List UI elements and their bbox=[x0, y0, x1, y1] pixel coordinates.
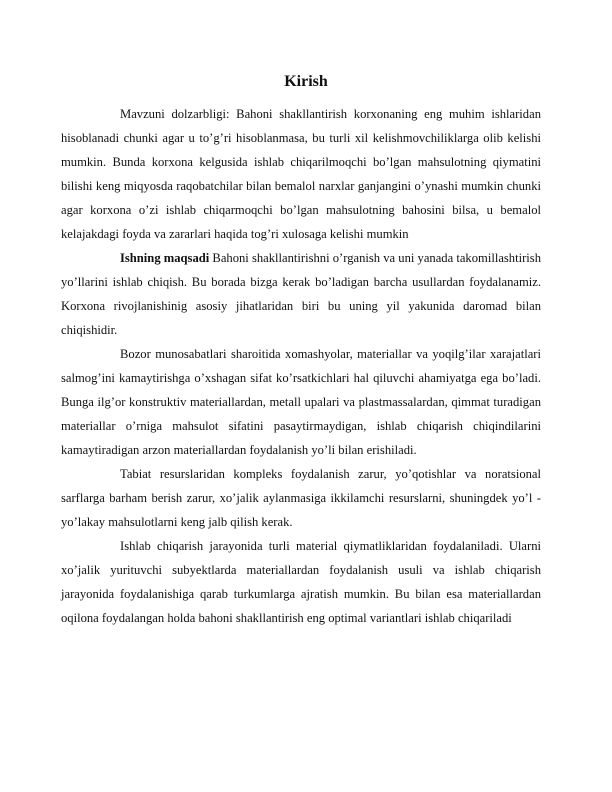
paragraph-text: Ishlab chiqarish jarayonida turli material qiymatliklaridan foydalaniladi. Ularni xo’jalik yurituvchi subyektlarda materiallardan foydalanish usuli va ishlab chiqarish jarayonida foydalanishiga qarab turkumlarga ajratish mumkin. Bu bilan esa materiallardan oqilona foydalangan holda bahoni shakllantirish eng optimal variantlari ishlab chiqariladi bbox=[61, 539, 541, 625]
paragraph-text: Mavzuni dolzarbligi: Bahoni shakllantirish korxonaning eng muhim ishlaridan hisoblanadi chunki agar u to’g’ri hisoblanmasa, bu turli xil kelishmovchiliklarga olib kelishi mumkin. Bunda korxona kelgusida ishlab chiqarilmoqchi bo’lgan mahsulotning qiymatini bilishi keng miqyosda raqobatchilar bilan bemalol narxlar ganjangini o’ynashi mumkin chunki agar korxona o’zi ishlab chiqarmoqchi bo’lgan mahsulotning bahosini bilsa, u bemalol kelajakdagi foyda va zararlari haqida tog’ri xulosaga kelishi mumkin bbox=[61, 107, 541, 241]
paragraph-text: Tabiat resurslaridan kompleks foydalanish zarur, yo’qotishlar va noratsional sarflarga barham berish zarur, xo’jalik aylanmasiga ikkilamchi resurslarni, shuningdek yo’l - yo’lakay mahsulotlarni keng jalb qilish kerak. bbox=[61, 467, 541, 529]
paragraph-market bbox=[61, 342, 541, 462]
paragraph-production bbox=[61, 534, 541, 630]
paragraph-text: Bozor munosabatlari sharoitida xomashyolar, materiallar va yoqilg’ilar xarajatlari salmog’ini kamaytirishga o’xshagan sifat ko’rsatkichlari hal qiluvchi ahamiyatga ega bo’ladi. Bunga ilg’or konstruktiv materiallardan, metall upalari va plastmassalardan, qimmat turadigan materiallar o’rniga mahsulot sifatini pasaytirmaydigan, ishlab chiqarish chiqindilarini kamaytiradigan arzon materiallardan foydalanish yo’li bilan erishiladi. bbox=[61, 347, 541, 457]
paragraph-lead: Ishning maqsadi bbox=[120, 251, 210, 265]
paragraph-text: Bahoni shakllantirishni o’rganish va uni yanada takomillashtirish yo’llarini ishlab chiqish. Bu borada bizga kerak bo’ladigan barcha usullardan foydalanamiz. Korxona rivojlanishinig asosiy jihatlaridan biri bu uning yil yakunida daromad bilan chiqishidir. bbox=[61, 251, 541, 337]
paragraph-resources bbox=[61, 462, 541, 534]
paragraph-relevance bbox=[61, 102, 541, 246]
paragraph-goal bbox=[61, 246, 541, 342]
document-body bbox=[61, 102, 541, 630]
page-title: Kirish bbox=[284, 73, 328, 90]
